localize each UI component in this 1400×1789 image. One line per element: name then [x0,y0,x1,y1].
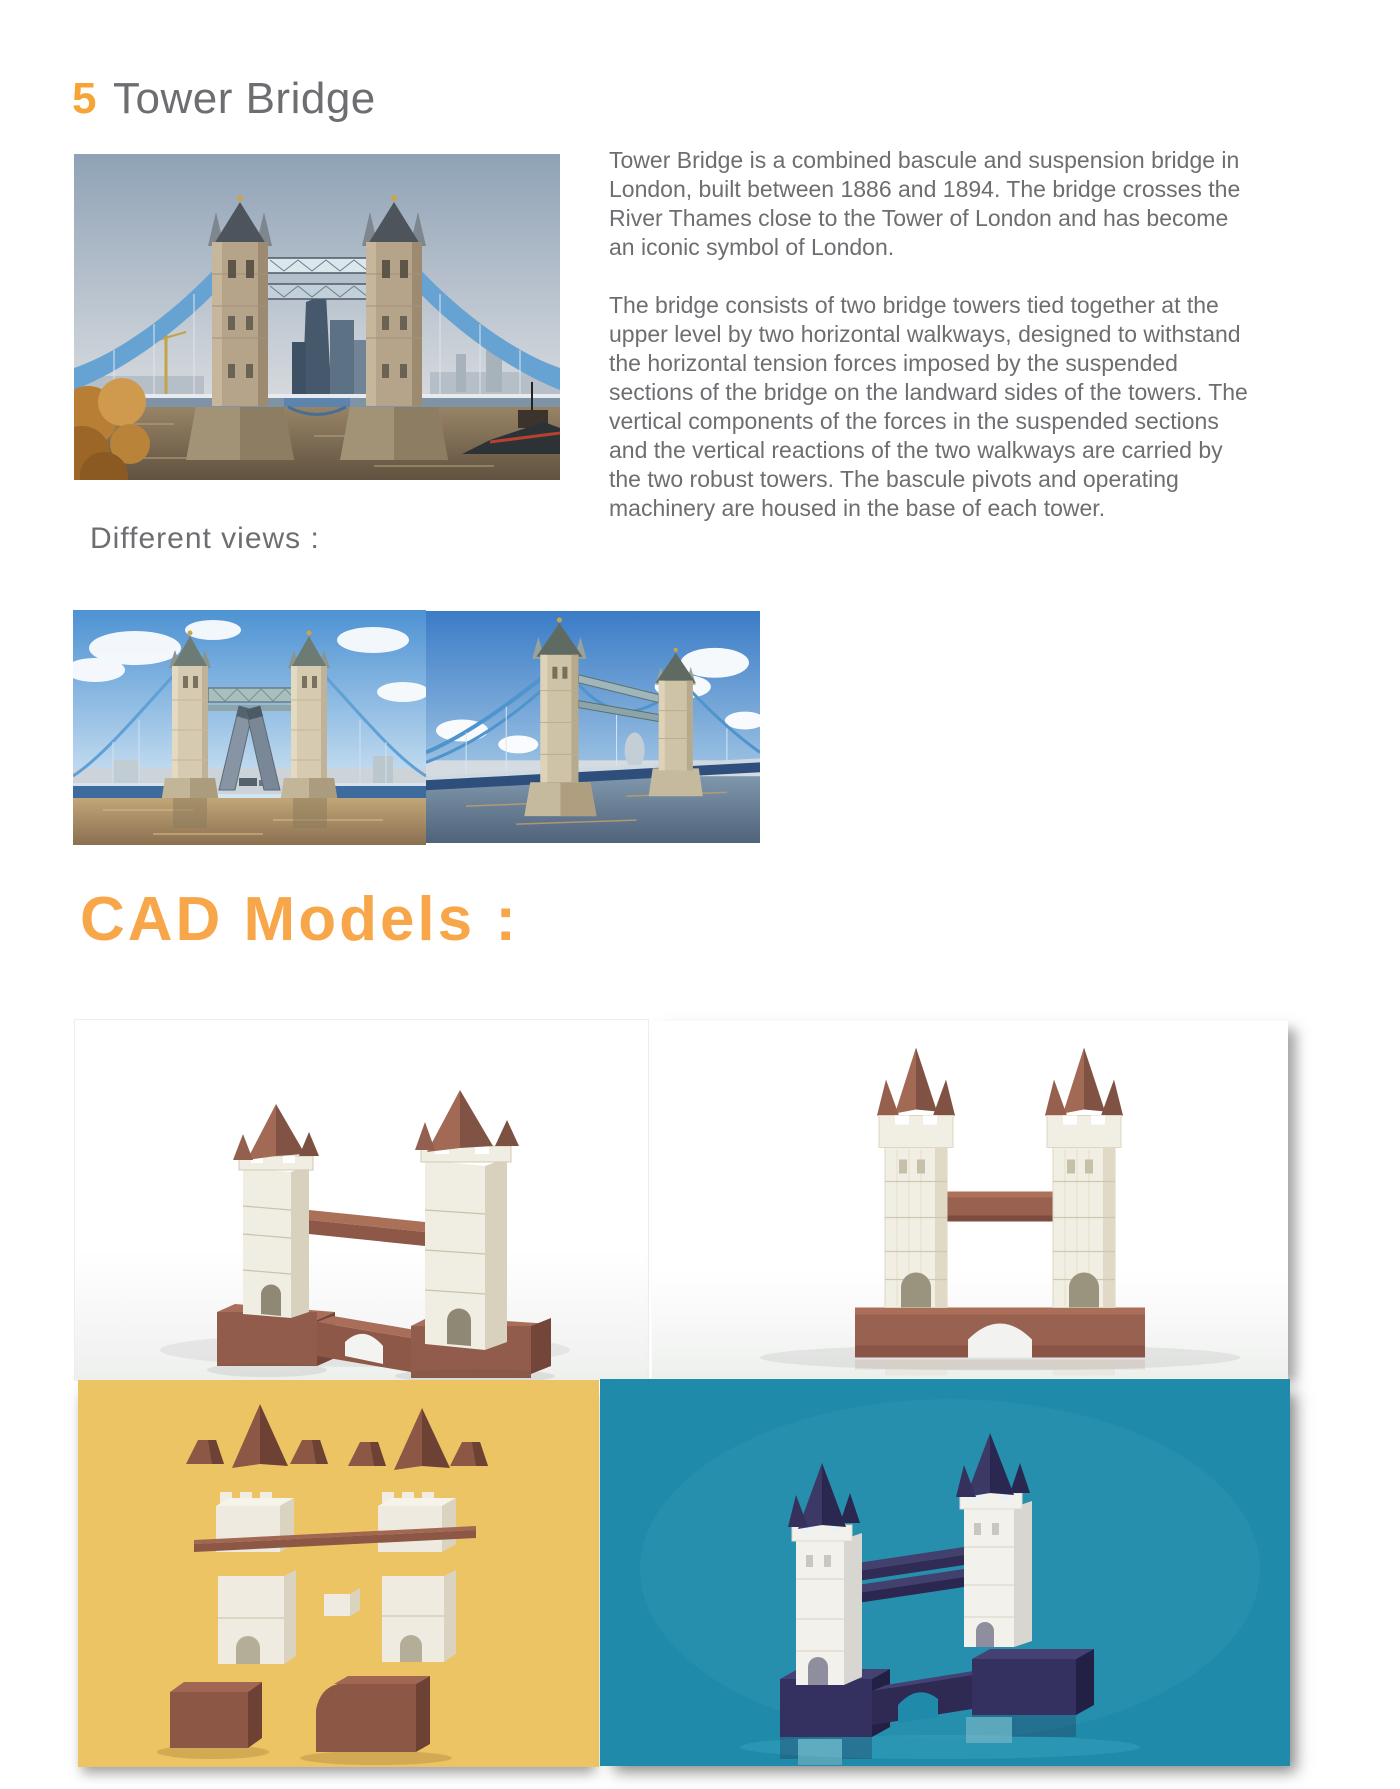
cad-front-illustration [652,1021,1288,1379]
intro-paragraph-1: Tower Bridge is a combined bascule and suspension bridge in London, built between 1886 and 1894. The bridge crosses the River Thames close to the Tower of London and has become an iconic symbol of London. [609,147,1241,260]
angled-view-illustration [426,611,760,843]
section-number: 5 [72,74,97,123]
view-photo-bascules-open [73,610,426,845]
page-title: Tower Bridge [112,74,376,123]
view-photo-angled [426,611,760,843]
intro-paragraph-2: The bridge consists of two bridge towers tied together at the upper level by two horizontal walkways, designed to withstand the horizontal tension forces imposed by the suspended sections of the bridge on the landward sides of the towers. The vertical components of the forces in the suspended sections and the vertical reactions of the two walkways are carried by the two robust towers. The bascule pivots and operating machinery are housed in the base of each tower. [609,292,1248,521]
cad-render-perspective [74,1019,649,1381]
bascules-open-illustration [73,610,426,845]
cad-exploded-illustration [78,1380,599,1767]
cad-render-front [652,1021,1288,1379]
cad-perspective-illustration [75,1020,648,1380]
cad-models-heading: CAD Models : [80,885,519,954]
hero-photo-tower-bridge [74,154,560,480]
cad-render-exploded [78,1380,599,1767]
different-views-label: Different views : [90,522,320,555]
section-heading [72,74,376,124]
intro-text [609,146,1257,552]
tower-bridge-photo-illustration [74,154,560,480]
cad-assembled-illustration [600,1379,1290,1766]
cad-render-assembled [600,1379,1290,1766]
